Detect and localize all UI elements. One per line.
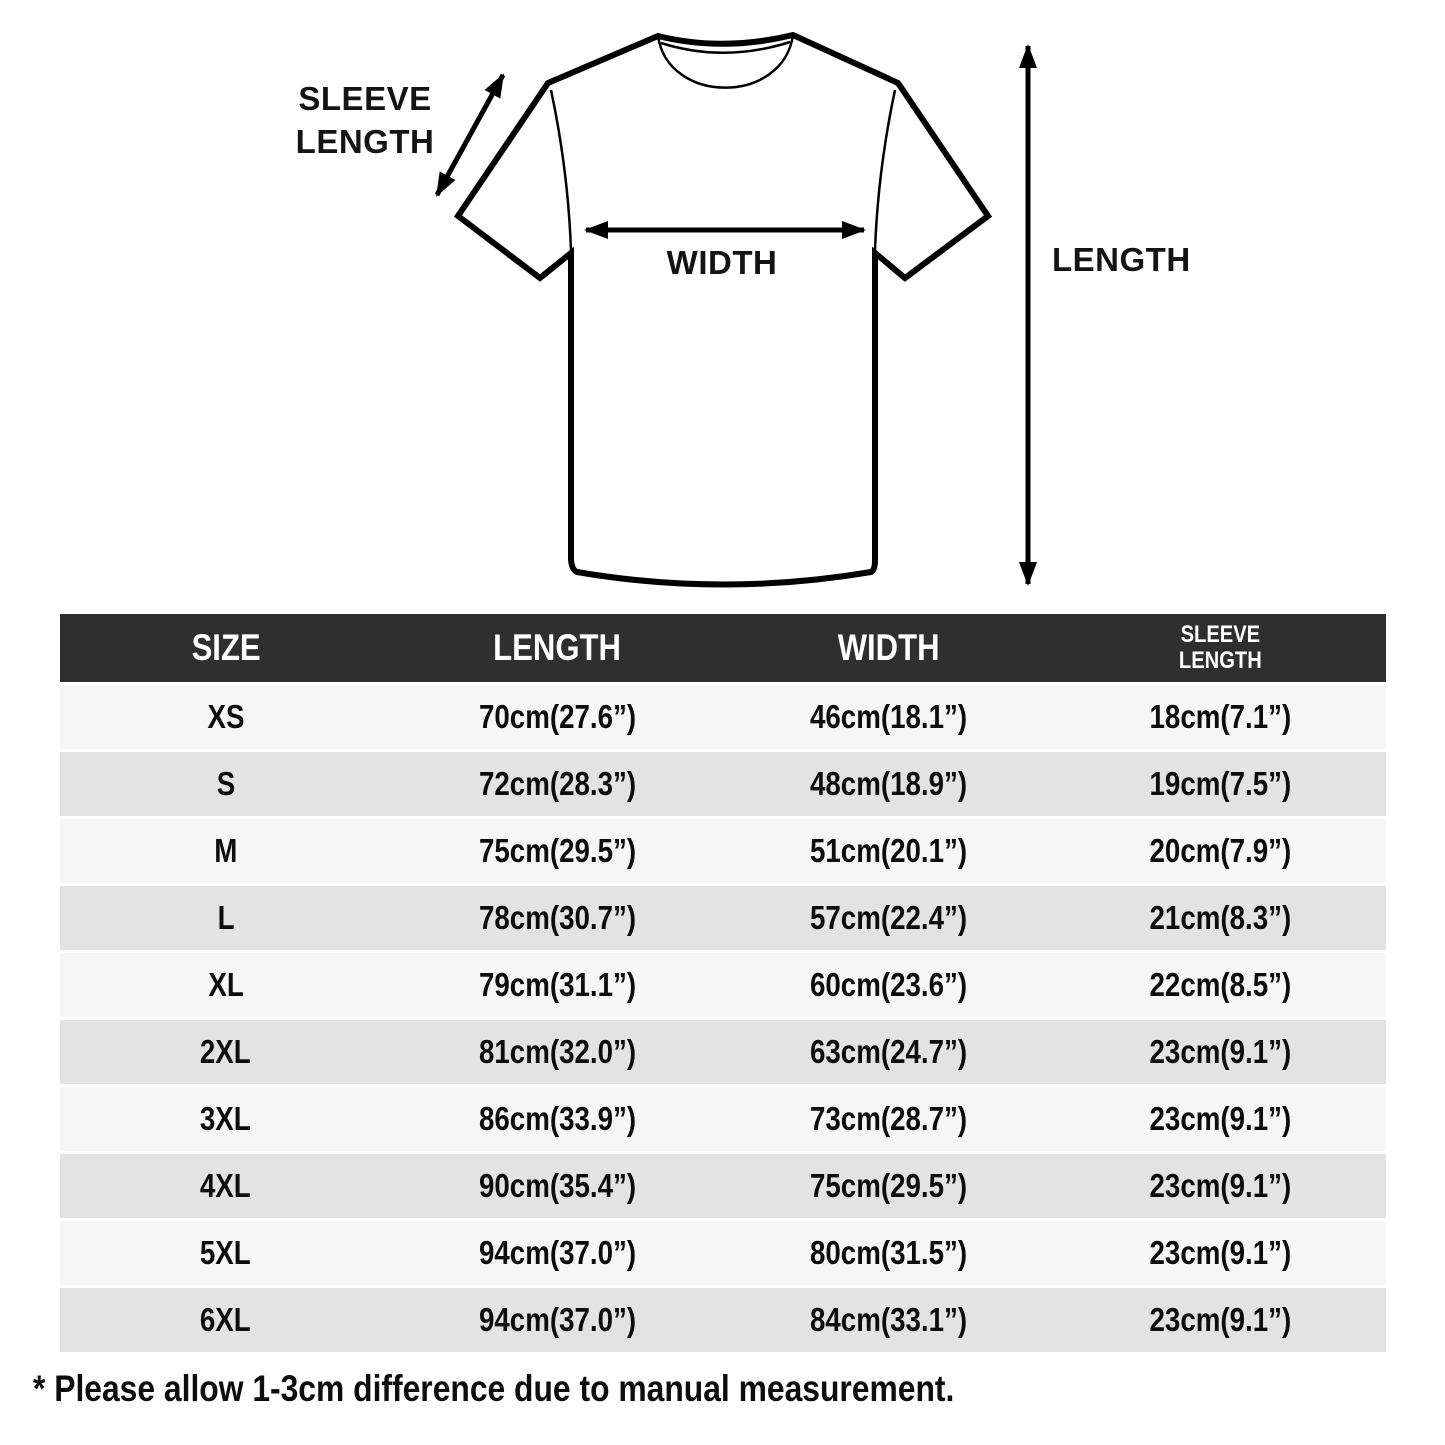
cell-value: 19cm(7.5”): [1149, 765, 1292, 802]
cell-size: [60, 1020, 392, 1084]
cell-value: 78cm(30.7”): [478, 899, 636, 936]
cell-value: XS: [207, 698, 245, 735]
header-label: WIDTH: [837, 627, 940, 668]
size-table: [60, 614, 1386, 1352]
header-label: LENGTH: [1178, 647, 1262, 674]
table-row-6xl: [60, 1288, 1386, 1352]
cell-value: 94cm(37.0”): [478, 1301, 636, 1338]
cell-value: 3XL: [200, 1100, 252, 1137]
cell-value: 70cm(27.6”): [478, 698, 636, 735]
cell-value: 20cm(7.9”): [1149, 832, 1292, 869]
cell-sleeve: [1055, 953, 1387, 1017]
cell-length: [392, 1288, 724, 1352]
cell-value: 80cm(31.5”): [810, 1234, 968, 1271]
cell-value: 51cm(20.1”): [810, 832, 968, 869]
cell-sleeve: [1055, 1154, 1387, 1218]
cell-size: [60, 752, 392, 816]
cell-value: 63cm(24.7”): [810, 1033, 968, 1070]
cell-value: 81cm(32.0”): [478, 1033, 636, 1070]
cell-value: 23cm(9.1”): [1149, 1100, 1292, 1137]
cell-value: 48cm(18.9”): [810, 765, 968, 802]
cell-value: 46cm(18.1”): [810, 698, 968, 735]
cell-value: 21cm(8.3”): [1149, 899, 1292, 936]
cell-length: [392, 953, 724, 1017]
tshirt-outline-icon: [458, 35, 988, 585]
measurement-note: [33, 1368, 1104, 1410]
table-row-l: [60, 886, 1386, 950]
cell-size: [60, 886, 392, 950]
cell-value: 72cm(28.3”): [478, 765, 636, 802]
cell-width: [723, 752, 1055, 816]
cell-value: 86cm(33.9”): [478, 1100, 636, 1137]
cell-value: 22cm(8.5”): [1149, 966, 1292, 1003]
cell-length: [392, 1221, 724, 1285]
cell-value: 23cm(9.1”): [1149, 1033, 1292, 1070]
cell-value: S: [216, 765, 235, 802]
cell-length: [392, 1154, 724, 1218]
table-row-5xl: [60, 1221, 1386, 1285]
cell-sleeve: [1055, 1288, 1387, 1352]
cell-sleeve: [1055, 886, 1387, 950]
header-cell-width: [723, 614, 1055, 682]
cell-value: 57cm(22.4”): [810, 899, 968, 936]
cell-size: [60, 953, 392, 1017]
cell-size: [60, 685, 392, 749]
cell-value: 2XL: [200, 1033, 252, 1070]
cell-width: [723, 1020, 1055, 1084]
cell-length: [392, 1087, 724, 1151]
cell-length: [392, 819, 724, 883]
cell-size: [60, 1154, 392, 1218]
cell-width: [723, 1288, 1055, 1352]
table-row-4xl: [60, 1154, 1386, 1218]
cell-length: [392, 685, 724, 749]
cell-value: XL: [208, 966, 244, 1003]
cell-length: [392, 1020, 724, 1084]
cell-value: 6XL: [200, 1301, 252, 1338]
cell-size: [60, 1087, 392, 1151]
header-label: SIZE: [191, 627, 261, 668]
cell-value: 5XL: [200, 1234, 252, 1271]
cell-width: [723, 1154, 1055, 1218]
cell-width: [723, 1087, 1055, 1151]
cell-sleeve: [1055, 752, 1387, 816]
cell-value: 23cm(9.1”): [1149, 1234, 1292, 1271]
header-cell-length: [392, 614, 724, 682]
table-row-s: [60, 752, 1386, 816]
table-row-xl: [60, 953, 1386, 1017]
cell-value: 75cm(29.5”): [810, 1167, 968, 1204]
tshirt-diagram: [0, 0, 1445, 614]
cell-value: 73cm(28.7”): [810, 1100, 968, 1137]
cell-width: [723, 1221, 1055, 1285]
cell-value: 75cm(29.5”): [478, 832, 636, 869]
size-table-body: [60, 685, 1386, 1352]
width-label: WIDTH: [666, 244, 778, 281]
cell-sleeve: [1055, 1221, 1387, 1285]
table-row-2xl: [60, 1020, 1386, 1084]
measurement-note-text: * Please allow 1-3cm difference due to manual measurement.: [33, 1368, 955, 1409]
cell-value: L: [217, 899, 235, 936]
cell-sleeve: [1055, 1020, 1387, 1084]
header-cell-size: [60, 614, 392, 682]
sleeve-length-label-line1: SLEEVE: [298, 80, 432, 117]
cell-width: [723, 953, 1055, 1017]
cell-sleeve: [1055, 685, 1387, 749]
length-label: LENGTH: [1052, 241, 1191, 278]
table-row-m: [60, 819, 1386, 883]
cell-value: 23cm(9.1”): [1149, 1301, 1292, 1338]
header-label: LENGTH: [493, 627, 622, 668]
cell-sleeve: [1055, 1087, 1387, 1151]
sleeve-length-label: [275, 77, 455, 163]
table-row-3xl: [60, 1087, 1386, 1151]
cell-value: 84cm(33.1”): [810, 1301, 968, 1338]
size-table-header-row: [60, 614, 1386, 682]
cell-width: [723, 886, 1055, 950]
cell-length: [392, 752, 724, 816]
cell-value: 4XL: [200, 1167, 252, 1204]
cell-size: [60, 1288, 392, 1352]
cell-value: 18cm(7.1”): [1149, 698, 1292, 735]
header-cell-sleeve-length: [1055, 614, 1387, 682]
cell-width: [723, 819, 1055, 883]
cell-sleeve: [1055, 819, 1387, 883]
cell-value: M: [214, 832, 238, 869]
cell-value: 79cm(31.1”): [478, 966, 636, 1003]
header-label: SLEEVE: [1180, 621, 1261, 648]
cell-value: 90cm(35.4”): [478, 1167, 636, 1204]
cell-value: 60cm(23.6”): [810, 966, 968, 1003]
cell-size: [60, 819, 392, 883]
cell-size: [60, 1221, 392, 1285]
cell-width: [723, 685, 1055, 749]
table-row-xs: [60, 685, 1386, 749]
cell-value: 94cm(37.0”): [478, 1234, 636, 1271]
cell-value: 23cm(9.1”): [1149, 1167, 1292, 1204]
cell-length: [392, 886, 724, 950]
sleeve-length-label-line2: LENGTH: [295, 123, 435, 160]
